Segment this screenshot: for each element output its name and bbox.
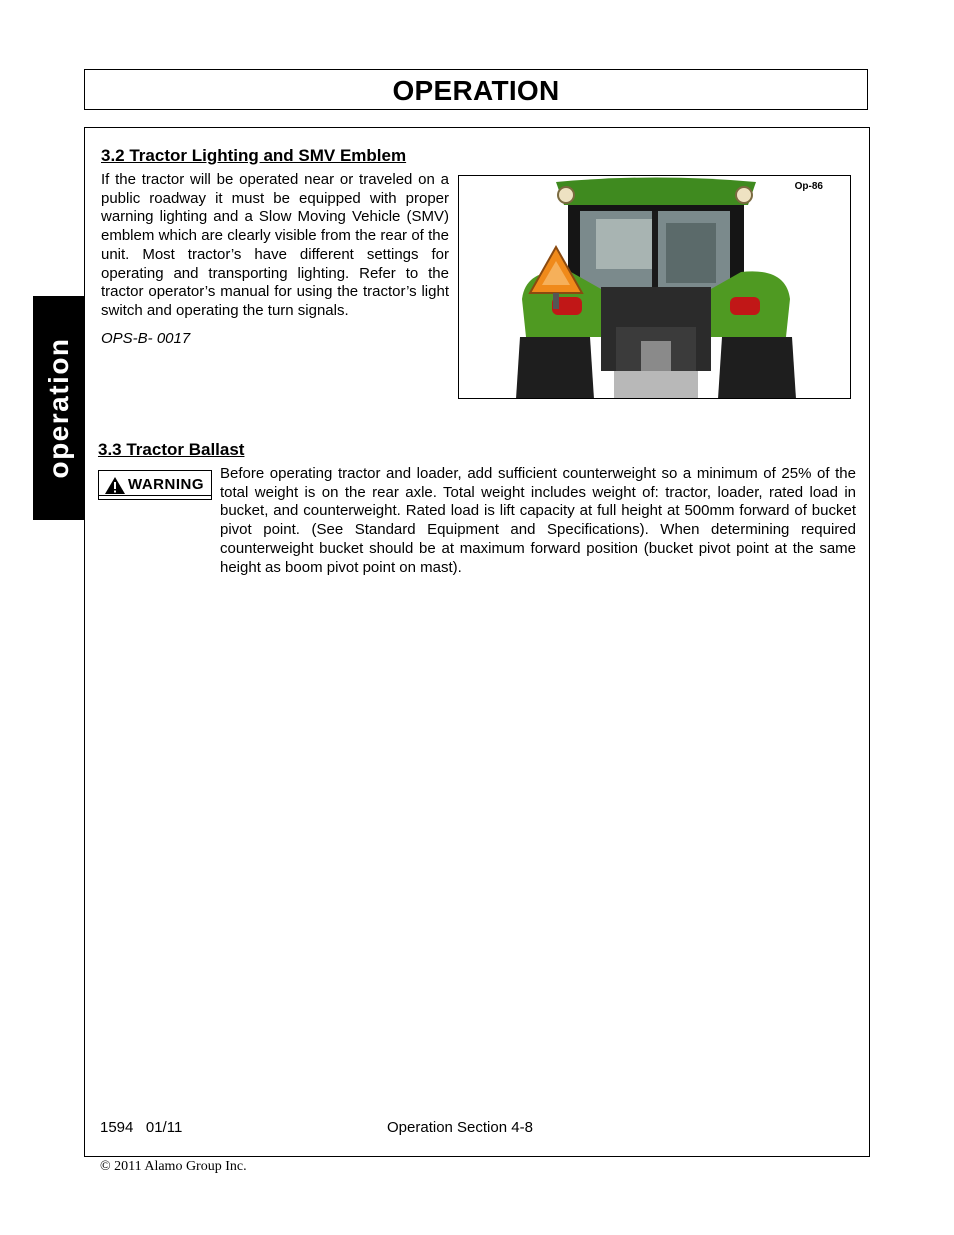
warning-underline	[99, 495, 211, 496]
tractor-rear-photo	[516, 177, 796, 399]
footer-doc-id: 1594 01/11	[100, 1119, 183, 1136]
reference-code: OPS-B- 0017	[101, 330, 191, 347]
copyright-notice: © 2011 Alamo Group Inc.	[100, 1159, 247, 1174]
lighting-paragraph: If the tractor will be operated near or traveled on a public roadway it must be equipped with proper warning lighting and a Slow Moving Vehicle (SMV) emblem which are clearly visible from the rear of the unit. Most tractor’s have different settings for operating and transporting lighting. Refer to the tractor operator’s manual for using the tractor’s light switch and operating the turn signals.	[101, 171, 449, 319]
warning-triangle-icon	[104, 476, 126, 495]
tractor-rear-figure	[458, 175, 851, 399]
figure-label: Op-86	[794, 181, 823, 192]
page-title: OPERATION	[392, 75, 560, 106]
side-section-tab	[33, 296, 84, 520]
ballast-paragraph: Before operating tractor and loader, add sufficient counterweight so a minimum of 25% of the total weight is on the rear axle. Total weight includes weight of: tractor, loader, rated load in bucket, and counterweight. Rated load is lift capacity at full height at 500mm forward of bucket pivot point. (See Standard Equipment and Specifications). When determining required counterweight bucket should be at maximum forward position (bucket pivot point at the same height as boom pivot point on mast).	[220, 465, 856, 576]
warning-label: WARNING	[128, 476, 204, 493]
page-header	[84, 69, 868, 110]
section-heading-lighting: 3.2 Tractor Lighting and SMV Emblem	[101, 146, 407, 165]
footer-section: Operation Section 4-8	[387, 1119, 533, 1136]
section-heading-ballast: 3.3 Tractor Ballast	[98, 440, 245, 459]
warning-badge	[98, 470, 212, 500]
side-tab-label: operation	[42, 337, 74, 479]
